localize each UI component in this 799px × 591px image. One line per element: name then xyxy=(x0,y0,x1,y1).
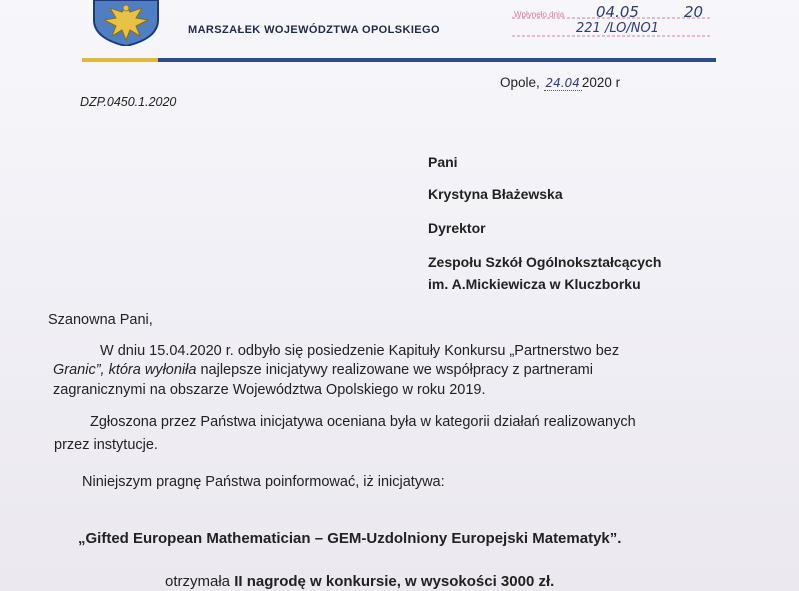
place-and-date xyxy=(500,75,620,90)
salutation: Szanowna Pani, xyxy=(48,312,153,328)
paragraph-3-line-1: Niniejszym pragnę Państwa poinformować, iż inicjatywa: xyxy=(82,474,445,490)
project-title: „Gifted European Mathematician – GEM-Uzdolniony Europejski Matematyk”. xyxy=(78,530,622,547)
reference-number: DZP.0450.1.2020 xyxy=(80,95,177,109)
handwritten-date: 24.04 xyxy=(545,76,580,90)
stamp-reference: 221 /LO/NO1 xyxy=(576,21,660,36)
recipient-title: Pani xyxy=(428,154,458,170)
recipient-name: Krystyna Błażewska xyxy=(428,186,563,202)
office-name: MARSZAŁEK WOJEWÓDZTWA OPOLSKIEGO xyxy=(188,24,440,36)
paragraph-1-line-2 xyxy=(53,362,593,378)
coat-of-arms-emblem xyxy=(86,0,166,46)
header-divider xyxy=(82,58,716,62)
stamp-date: 04.05 xyxy=(596,3,639,21)
paragraph-2-line-1: Zgłoszona przez Państwa inicjatywa oceniana była w kategorii działań realizowanych xyxy=(90,414,636,430)
paragraph-2-line-2: przez instytucje. xyxy=(54,437,158,453)
award-prefix: otrzymała xyxy=(165,573,235,590)
stamp-label: Wpłynęło dnia xyxy=(514,10,565,19)
recipient-institution: Zespołu Szkół Ogólnokształcących xyxy=(428,254,662,270)
paragraph-1-line-3: zagranicznymi na obszarze Województwa Opolskiego w roku 2019. xyxy=(53,382,486,398)
recipient-position: Dyrektor xyxy=(428,220,486,236)
paragraph-1-line-1: W dniu 15.04.2020 r. odbyło się posiedzenie Kapituły Konkursu „Partnerstwo bez xyxy=(100,343,620,359)
award-line xyxy=(165,573,554,590)
award-detail: II nagrodę w konkursie, w wysokości 3000 zł. xyxy=(234,573,555,590)
stamp-year: 20 xyxy=(684,3,704,21)
paragraph-1-line-2-rest: najlepsze inicjatywy realizowane we współpracy z partnerami xyxy=(196,362,593,378)
place-prefix: Opole, xyxy=(500,75,544,90)
contest-name-italic: Granic”, która wyłoniła xyxy=(53,362,197,378)
recipient-institution-line2: im. A.Mickiewicza w Kluczborku xyxy=(428,276,641,292)
place-suffix: 2020 r xyxy=(581,75,621,90)
